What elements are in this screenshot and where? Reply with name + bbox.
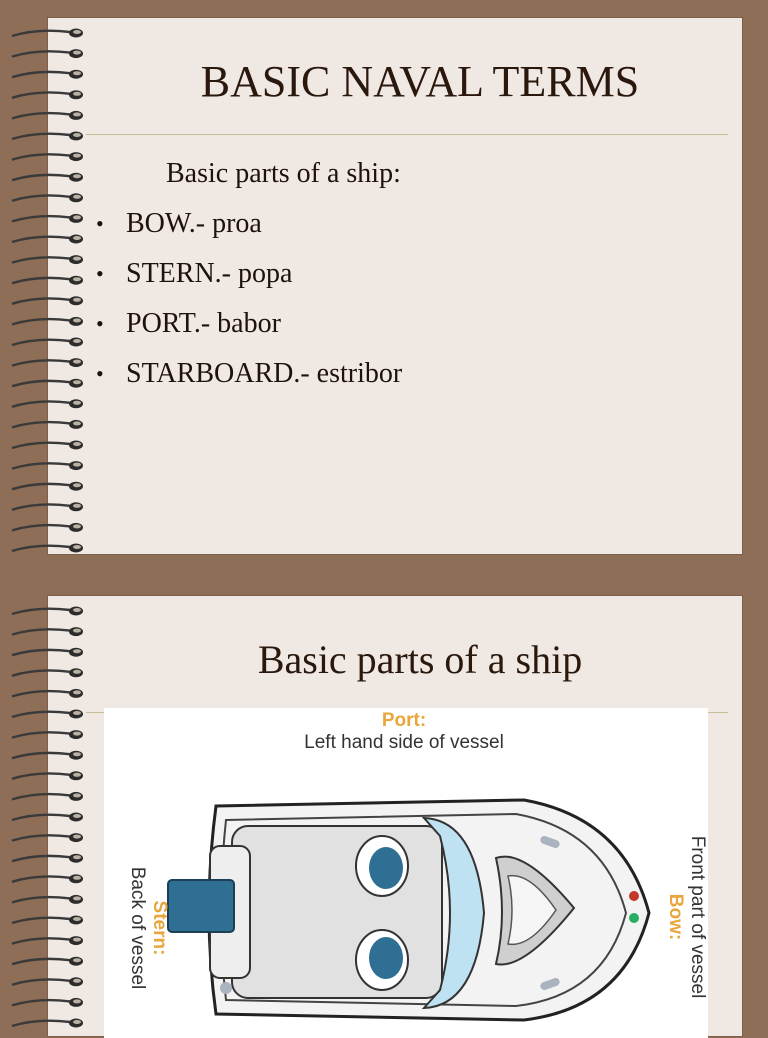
- port-label-group: [254, 710, 554, 754]
- slide-title: BASIC NAVAL TERMS: [200, 57, 640, 106]
- boat-diagram: [104, 708, 708, 1038]
- bullet-icon: •: [96, 261, 104, 286]
- slide-1: [48, 18, 742, 554]
- bullet-list: [96, 204, 402, 404]
- bullet-icon: •: [96, 211, 104, 236]
- port-label: Port:: [381, 710, 427, 731]
- list-item: • STERN.- popa: [96, 254, 402, 304]
- boat-top-view-icon: [104, 708, 708, 1038]
- title-divider: [86, 134, 728, 135]
- bow-label-group: [664, 792, 708, 1038]
- bullet-icon: •: [96, 311, 104, 336]
- stern-label-group: [110, 828, 170, 1028]
- list-item: • STARBOARD.- estribor: [96, 354, 402, 404]
- bullet-icon: •: [96, 361, 104, 386]
- spiral-binding-icon: [8, 18, 94, 554]
- bow-label: Bow:: [665, 893, 686, 941]
- slide-subtitle: Basic parts of a ship:: [166, 158, 401, 189]
- slide-2: [48, 596, 742, 1036]
- list-item: • BOW.- proa: [96, 204, 402, 254]
- slide-title: Basic parts of a ship: [257, 637, 583, 682]
- stern-description: Back of vessel: [127, 866, 148, 990]
- port-description: Left hand side of vessel: [304, 732, 504, 753]
- stern-label: Stern:: [149, 900, 170, 956]
- bow-description: Front part of vessel: [687, 835, 708, 999]
- spiral-binding-icon: [8, 596, 94, 1036]
- list-item: • PORT.- babor: [96, 304, 402, 354]
